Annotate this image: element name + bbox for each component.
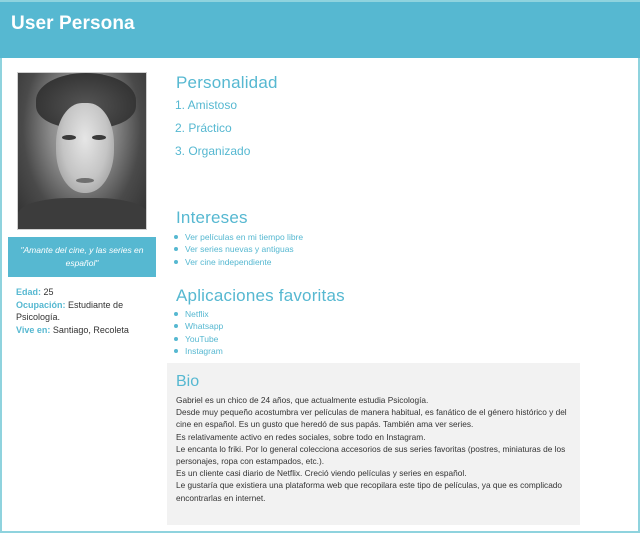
fact-location <box>16 324 156 337</box>
interest-item <box>174 256 303 268</box>
fact-label: Edad: <box>16 287 42 297</box>
bullet-icon <box>174 235 178 239</box>
fact-value: 25 <box>43 287 54 297</box>
fact-label: Ocupación: <box>16 299 66 310</box>
interests-heading: Intereses <box>176 208 248 227</box>
persona-quote <box>8 237 156 277</box>
quote-text: "Amante del cine, y las series en español" <box>20 245 144 268</box>
photo-eye-left <box>62 135 76 140</box>
bio-paragraph: Es relativamente activo en redes sociales, sobre todo en Instagram. <box>176 431 426 442</box>
personality-item: 1. Amistoso <box>175 98 238 112</box>
apps-list <box>174 308 223 357</box>
app-item <box>174 345 223 357</box>
personality-item: 3. Organizado <box>175 144 251 158</box>
app-text: YouTube <box>185 333 219 344</box>
bullet-icon <box>174 349 178 353</box>
bio-section <box>167 363 580 525</box>
interests-list <box>174 231 303 268</box>
bullet-icon <box>174 337 178 341</box>
apps-heading: Aplicaciones favoritas <box>176 286 345 305</box>
persona-photo <box>17 72 147 230</box>
bio-heading: Bio <box>176 373 200 390</box>
fact-age <box>16 286 156 299</box>
bullet-icon <box>174 324 178 328</box>
interest-text: Ver series nuevas y antiguas <box>185 244 294 255</box>
bullet-icon <box>174 247 178 251</box>
app-item <box>174 333 223 345</box>
interest-text: Ver películas en mi tiempo libre <box>185 232 304 242</box>
fact-label: Vive en: <box>16 324 51 335</box>
bullet-icon <box>174 312 178 316</box>
personality-heading: Personalidad <box>176 73 278 92</box>
bio-paragraph: Gabriel es un chico de 24 años, que actualmente estudia Psicología. <box>176 395 429 405</box>
bio-paragraph: Es un cliente casi diario de Netflix. Creció viendo películas y series en español. <box>176 468 467 479</box>
interest-text: Ver cine independiente <box>185 256 272 267</box>
fact-occupation <box>16 299 156 324</box>
bio-text <box>176 394 571 504</box>
photo-eye-right <box>92 135 106 140</box>
page-title: User Persona <box>11 13 135 34</box>
fact-value: Estudiante de Psicología. <box>16 299 124 322</box>
interest-item <box>174 231 303 243</box>
bio-paragraph: Le gustaría que existiera una plataforma web que recopilara este tipo de películas, ya que es complicado encontrarlas en internet. <box>176 480 563 503</box>
photo-mouth <box>76 178 94 183</box>
fact-value: Santiago, Recoleta <box>52 324 129 335</box>
bio-paragraph: Desde muy pequeño acostumbra ver películas de manera habitual, es fanático de el género histórico y del cine en español. Es un gusto que heredó de sus papás. También ama ver series. <box>176 407 567 430</box>
app-text: Netflix <box>185 309 209 319</box>
app-text: Instagram <box>185 345 223 356</box>
photo-shirt <box>18 198 147 230</box>
page-header <box>0 0 640 58</box>
app-item <box>174 308 223 320</box>
personality-item: 2. Práctico <box>175 121 232 135</box>
persona-facts <box>16 286 156 336</box>
app-text: Whatsapp <box>185 321 224 332</box>
app-item <box>174 320 223 332</box>
bullet-icon <box>174 260 178 264</box>
interest-item <box>174 243 303 255</box>
bio-paragraph: Le encanta lo friki. Por lo general colecciona accesorios de sus series favoritas (postres, miniaturas de los personajes, ropa con estampados, etc.). <box>176 443 566 467</box>
